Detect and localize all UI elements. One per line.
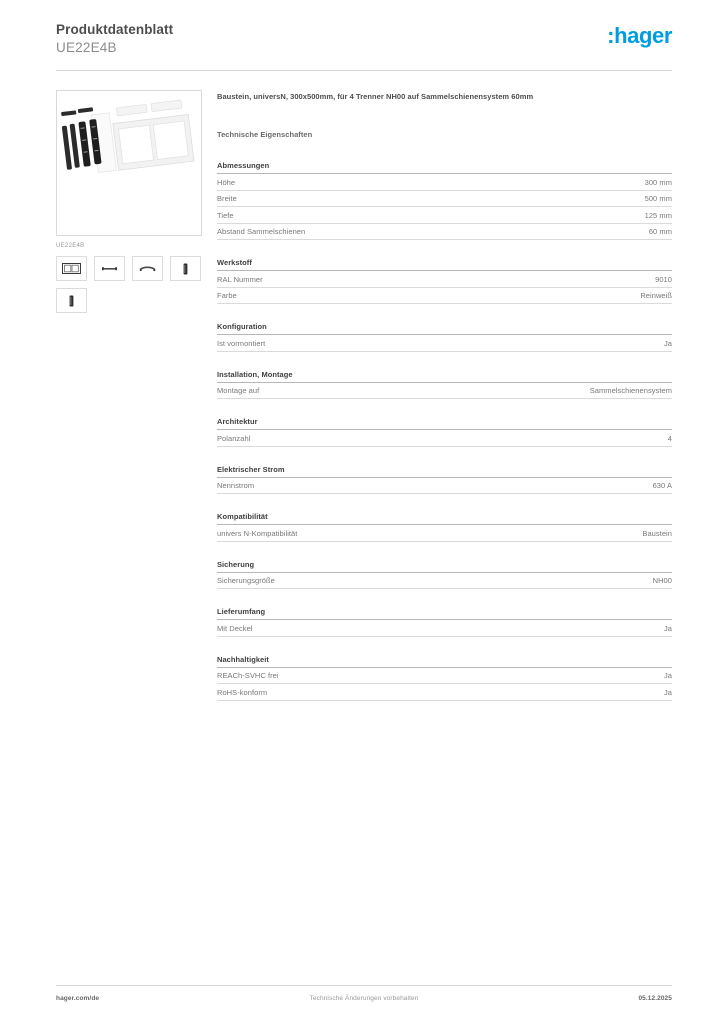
- thumbnail-front-view[interactable]: [56, 256, 87, 281]
- spec-group: [217, 465, 672, 495]
- spec-value: 500 mm: [644, 194, 672, 203]
- product-image[interactable]: [56, 90, 202, 236]
- hager-logo: :hager: [607, 23, 672, 48]
- product-image-caption: UE22E4B: [56, 243, 85, 249]
- spec-label: Farbe: [217, 291, 237, 300]
- technical-properties-heading: Technische Eigenschaften: [217, 130, 313, 139]
- spec-group-title: Elektrischer Strom: [217, 465, 672, 478]
- rail-vertical-icon: [176, 262, 195, 276]
- spec-label: Tiefe: [217, 210, 234, 220]
- thumbnail-gallery: [56, 256, 206, 313]
- spec-row: [217, 620, 672, 637]
- bracket-flat-icon: [100, 263, 119, 274]
- spec-group: [217, 161, 672, 240]
- thumbnail-bracket-flat[interactable]: [94, 256, 125, 281]
- spec-row: [217, 207, 672, 224]
- spec-row: [217, 335, 672, 352]
- spec-group: [217, 370, 672, 400]
- rail-vertical-icon: [62, 294, 81, 308]
- spec-label: Ist vormontiert: [217, 338, 266, 348]
- spec-value: Ja: [663, 338, 672, 348]
- page-footer: [56, 995, 672, 1002]
- spec-value: 60 mm: [648, 227, 672, 236]
- footer-date: 05.12.2025: [638, 995, 672, 1002]
- spec-row: [217, 271, 672, 288]
- footer-website-link[interactable]: hager.com/de: [56, 995, 100, 1002]
- spec-row: [217, 174, 672, 191]
- spec-row: [217, 573, 672, 590]
- spec-group-title: Architektur: [217, 417, 672, 430]
- spec-value: Reinweiß: [640, 291, 672, 300]
- spec-row: [217, 191, 672, 208]
- spec-group-title: Werkstoff: [217, 258, 672, 271]
- spec-group-title: Installation, Montage: [217, 370, 672, 383]
- specification-groups: [217, 161, 672, 701]
- spec-label: RoHS-konform: [217, 687, 268, 697]
- spec-group: [217, 607, 672, 637]
- spec-label: Polanzahl: [217, 433, 251, 443]
- spec-value: 4: [667, 433, 672, 443]
- spec-label: Montage auf: [217, 386, 260, 395]
- spec-row: [217, 525, 672, 542]
- spec-group-title: Kompatibilität: [217, 512, 672, 525]
- thumbnail-rail-vertical-2[interactable]: [56, 288, 87, 313]
- spec-row: [217, 684, 672, 701]
- spec-label: RAL Nummer: [217, 274, 263, 284]
- header-divider: [56, 70, 672, 71]
- spec-group: [217, 258, 672, 304]
- specifications-column: [217, 92, 672, 701]
- bracket-curved-icon: [138, 263, 157, 274]
- spec-label: univers N-Kompatibilität: [217, 528, 298, 538]
- spec-value: Ja: [663, 687, 672, 697]
- spec-value: Baustein: [642, 528, 672, 538]
- product-media-column: [56, 90, 202, 313]
- spec-label: Breite: [217, 194, 237, 203]
- spec-value: Ja: [663, 671, 672, 680]
- spec-group-title: Sicherung: [217, 560, 672, 573]
- spec-label: Höhe: [217, 177, 236, 187]
- footer-disclaimer: Technische Änderungen vorbehalten: [309, 995, 419, 1002]
- spec-group: [217, 417, 672, 447]
- product-reference: UE22E4B: [56, 40, 117, 55]
- spec-group: [217, 512, 672, 542]
- spec-group-title: Nachhaltigkeit: [217, 655, 672, 668]
- spec-row: [217, 668, 672, 685]
- spec-label: Nennstrom: [217, 481, 255, 490]
- page-title: Produktdatenblatt: [56, 22, 174, 37]
- title-block: [56, 22, 173, 56]
- spec-label: Abstand Sammelschienen: [217, 227, 306, 236]
- spec-value: 300 mm: [644, 177, 672, 187]
- spec-row: [217, 383, 672, 400]
- spec-value: Sammelschienensystem: [589, 386, 672, 395]
- spec-row: [217, 478, 672, 495]
- product-description: Baustein, universN, 300x500mm, für 4 Trenner NH00 auf Sammelschienensystem 60mm: [217, 92, 534, 101]
- spec-label: Sicherungsgröße: [217, 576, 275, 585]
- spec-row: [217, 430, 672, 447]
- page-header: [56, 22, 672, 72]
- spec-value: 630 A: [652, 481, 672, 490]
- panel-two-pane-icon: [62, 263, 81, 274]
- thumbnail-rail-vertical[interactable]: [170, 256, 201, 281]
- footer-divider: [56, 985, 672, 986]
- spec-group-title: Konfiguration: [217, 322, 672, 335]
- spec-row: [217, 288, 672, 305]
- spec-group: [217, 655, 672, 701]
- product-photo-illustration: [57, 91, 201, 235]
- spec-group-title: Lieferumfang: [217, 607, 672, 620]
- spec-value: NH00: [652, 576, 672, 585]
- spec-row: [217, 224, 672, 241]
- spec-label: Mit Deckel: [217, 623, 253, 633]
- spec-label: REACh-SVHC frei: [217, 671, 279, 680]
- spec-value: 125 mm: [644, 210, 672, 220]
- thumbnail-bracket-curved[interactable]: [132, 256, 163, 281]
- spec-group: [217, 322, 672, 352]
- spec-value: 9010: [655, 274, 672, 284]
- spec-group-title: Abmessungen: [217, 161, 672, 174]
- spec-group: [217, 560, 672, 590]
- spec-value: Ja: [663, 623, 672, 633]
